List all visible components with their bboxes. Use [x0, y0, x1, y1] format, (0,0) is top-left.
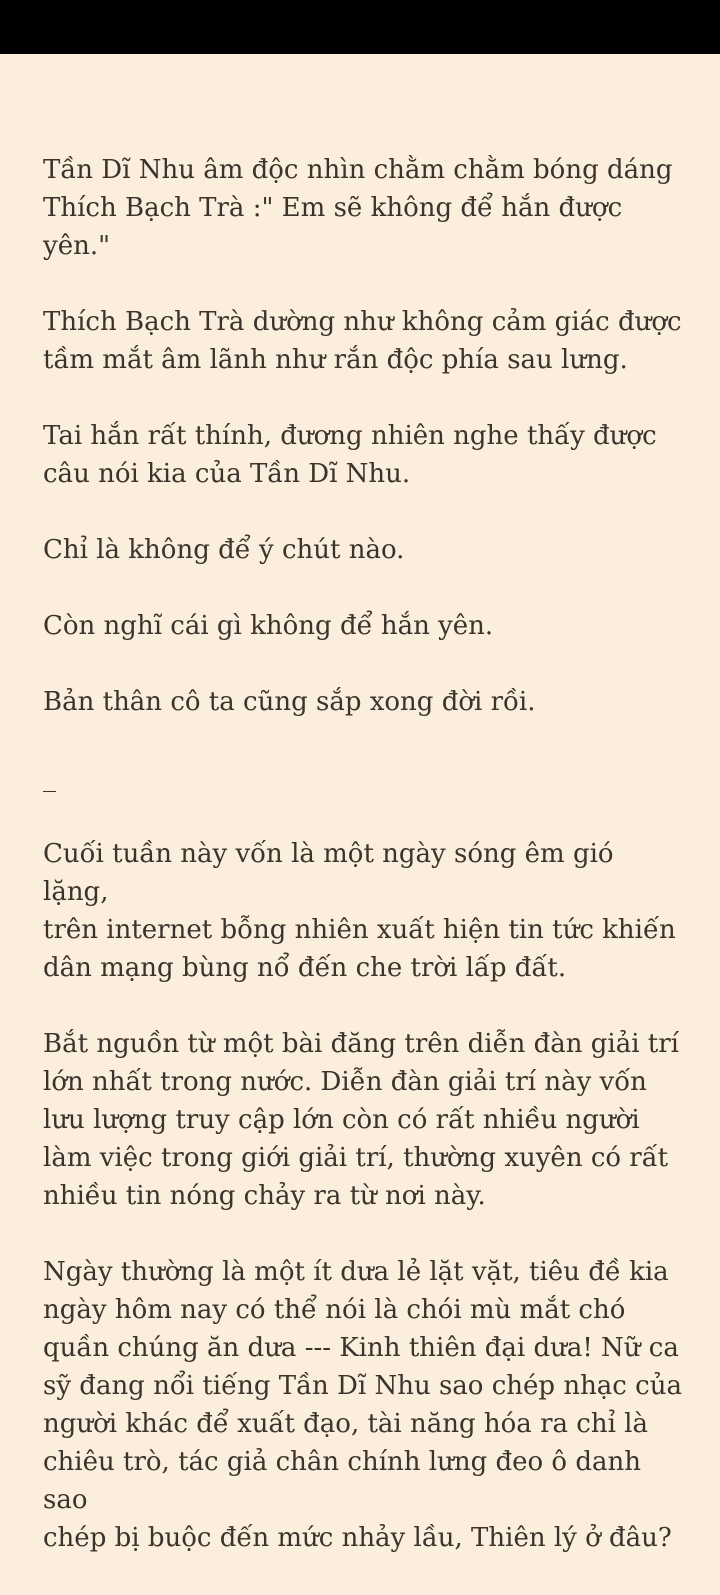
- paragraph-7: Cuối tuần này vốn là một ngày sóng êm gió lặng, trên internet bỗng nhiên xuất hiện tin tức khiến dân mạng bùng nổ đến che trời lấp đất.: [43, 839, 676, 983]
- paragraph-1: Tần Dĩ Nhu âm độc nhìn chằm chằm bóng dáng Thích Bạch Trà :" Em sẽ không để hắn được yên.": [43, 155, 673, 261]
- paragraph-2: Thích Bạch Trà dường như không cảm giác được tầm mắt âm lãnh như rắn độc phía sau lưng.: [43, 307, 682, 375]
- status-bar: [0, 0, 720, 54]
- paragraph-8: Bắt nguồn từ một bài đăng trên diễn đàn giải trí lớn nhất trong nước. Diễn đàn giải trí này vốn lưu lượng truy cập lớn còn có rất nhiều người làm việc trong giới giải trí, thường xuyên có rất nhiều tin nóng chảy ra từ nơi này.: [43, 1029, 679, 1211]
- section-divider: _: [43, 763, 56, 793]
- paragraph-6: Bản thân cô ta cũng sắp xong đời rồi.: [43, 687, 536, 717]
- paragraph-3: Tai hắn rất thính, đương nhiên nghe thấy được câu nói kia của Tần Dĩ Nhu.: [43, 421, 657, 489]
- paragraph-4: Chỉ là không để ý chút nào.: [43, 535, 405, 565]
- reading-pane[interactable]: [43, 151, 683, 1595]
- paragraph-9: Ngày thường là một ít dưa lẻ lặt vặt, tiêu đề kia ngày hôm nay có thể nói là chói mù mắt chó quần chúng ăn dưa --- Kinh thiên đại dưa! Nữ ca sỹ đang nổi tiếng Tần Dĩ Nhu sao chép nhạc của người khác để xuất đạo, tài năng hóa ra chỉ là chiêu trò, tác giả chân chính lưng đeo ô danh sao chép bị buộc đến mức nhảy lầu, Thiên lý ở đâu?: [43, 1257, 682, 1553]
- paragraph-5: Còn nghĩ cái gì không để hắn yên.: [43, 611, 494, 641]
